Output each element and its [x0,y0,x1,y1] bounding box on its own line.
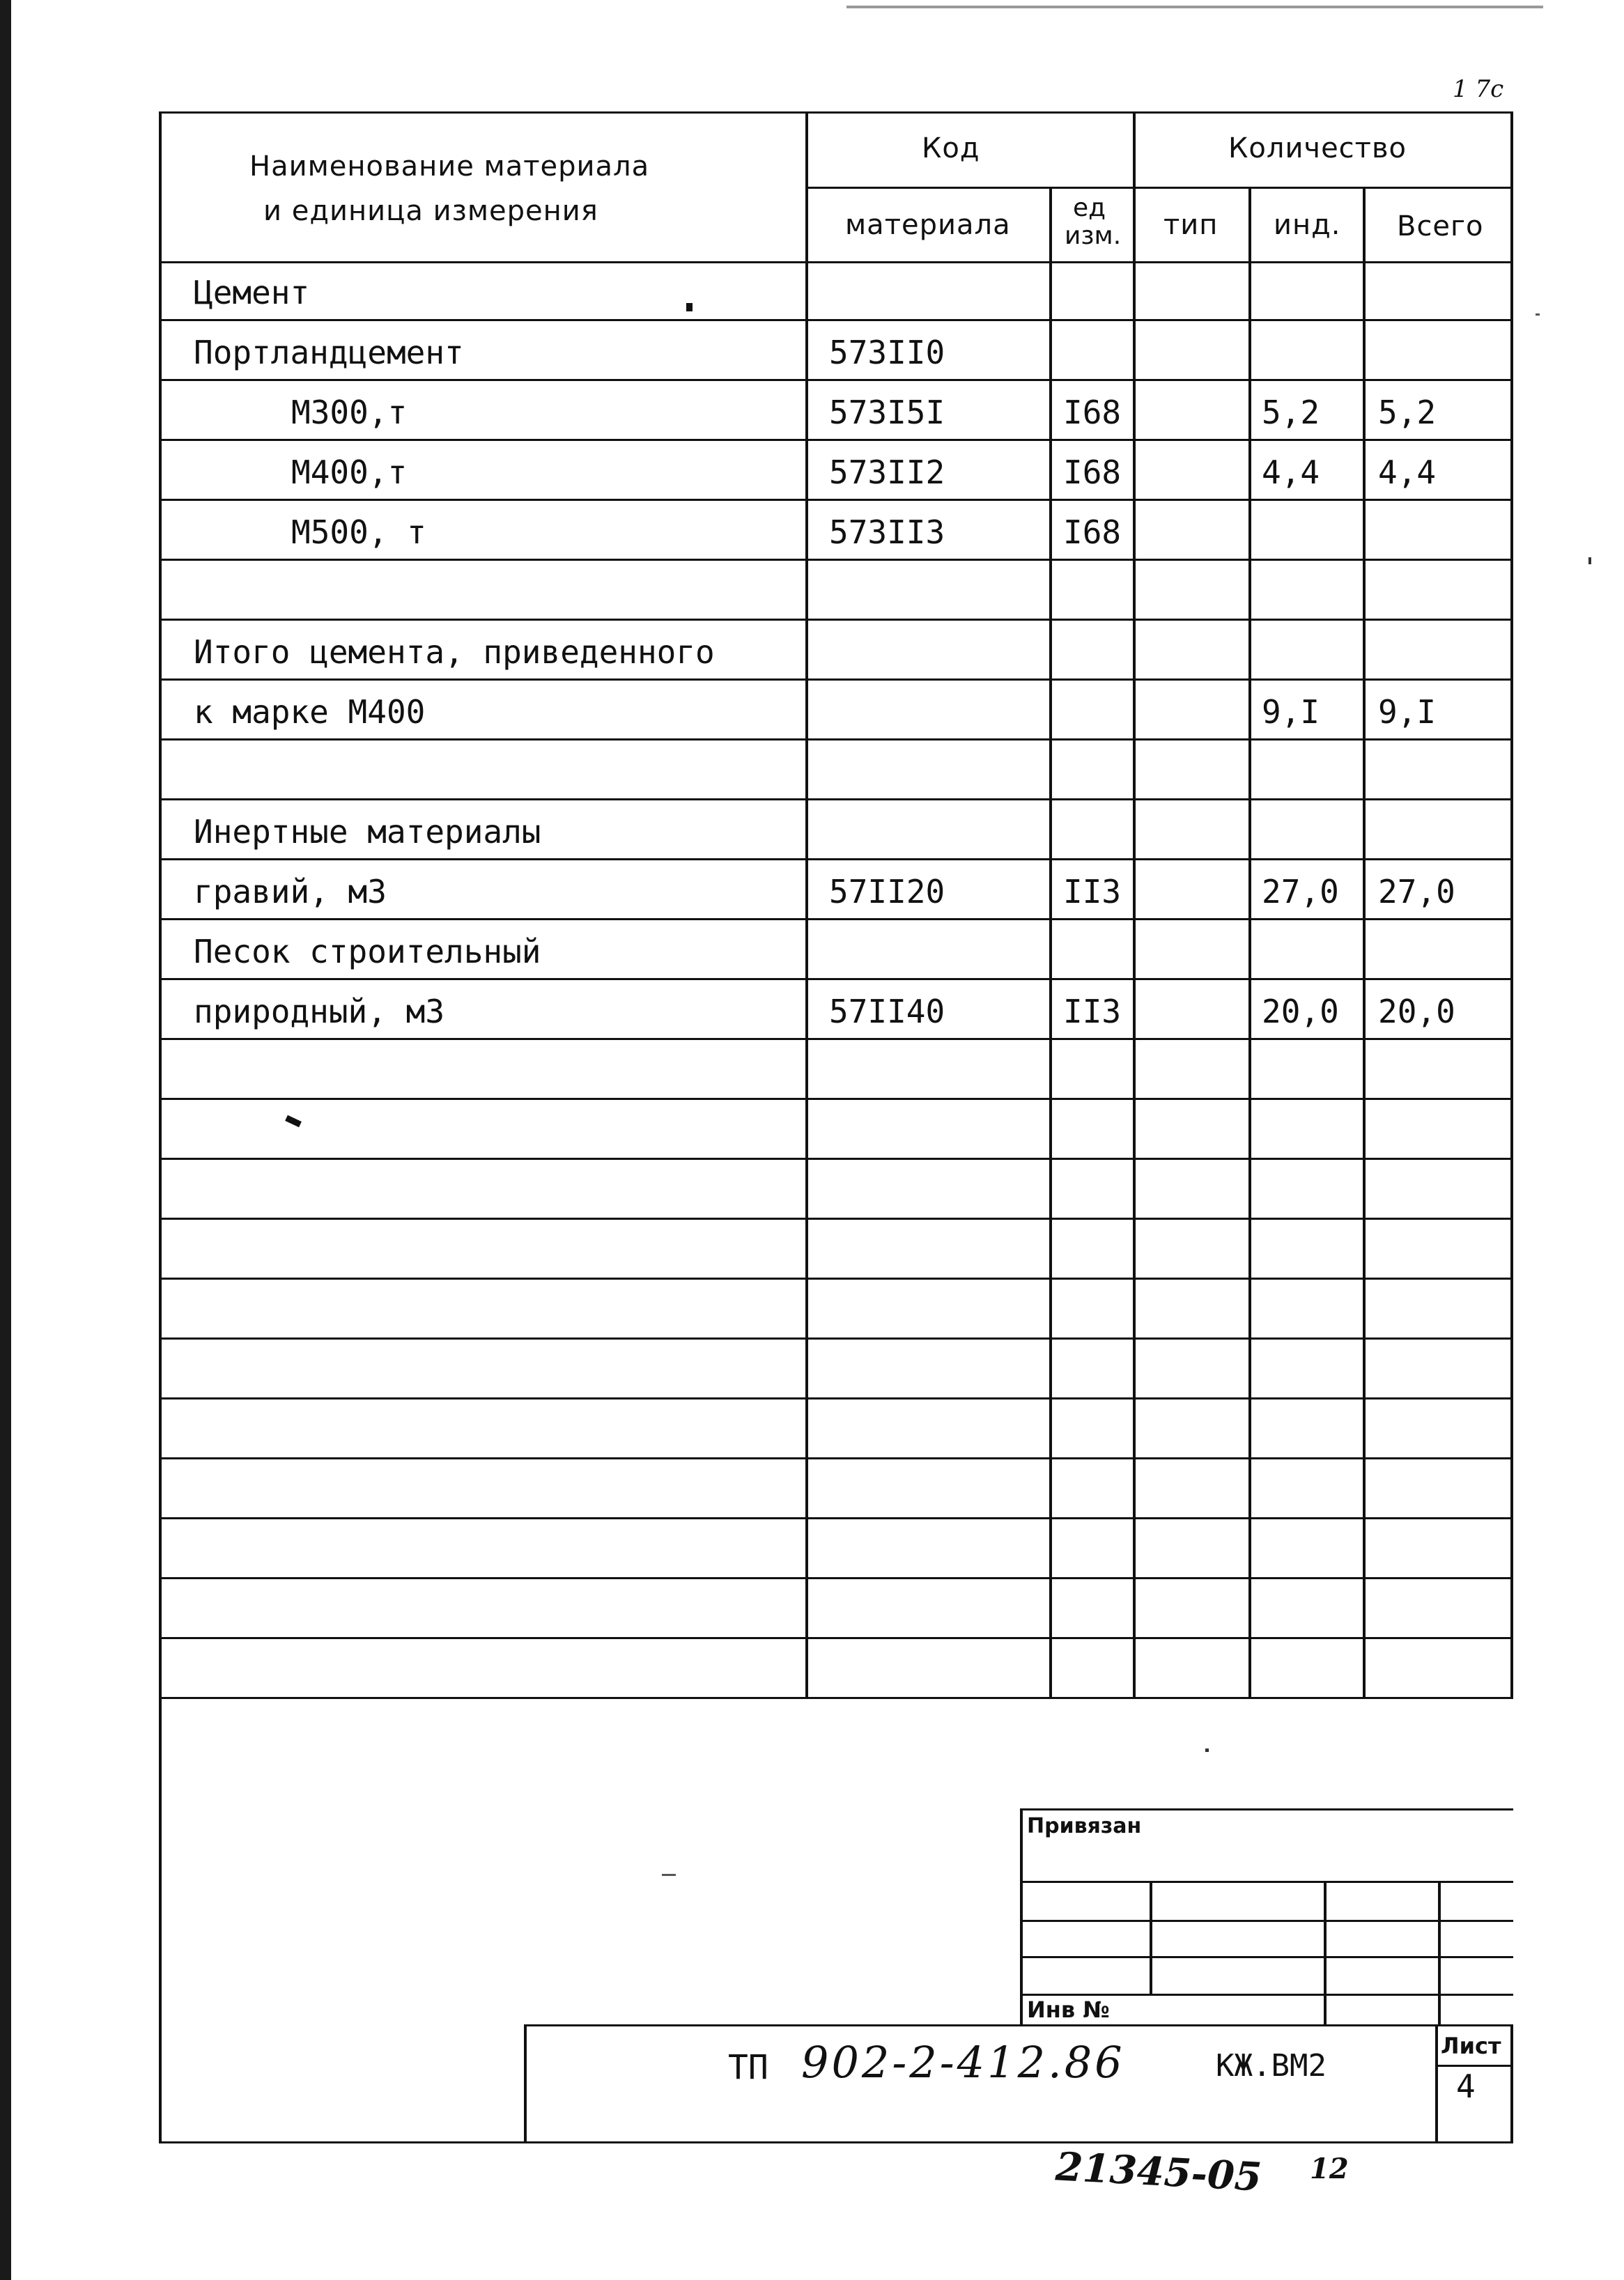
table-row [159,261,1513,321]
stamp-row-line-4 [1020,1994,1513,1996]
table-row [159,800,1513,860]
title-block-left [524,2024,527,2143]
cell-name: Портландцемент [194,334,464,371]
cell-code: 573II3 [829,513,945,551]
header-code-group: Код [922,132,980,164]
table-row [159,561,1513,621]
stamp-inv-no-label: Инв № [1027,1996,1110,2023]
header-name-line2: и единица измерения [263,195,598,227]
stamp-privyazan-left [1020,1808,1023,2024]
header-col-unit-line2: изм. [1065,222,1122,250]
header-col-ind: инд. [1274,209,1341,241]
scan-edge [0,0,11,2280]
cell-unit: I68 [1063,513,1122,551]
form-table [159,111,1513,1698]
scan-speck [662,1874,676,1876]
cell-total: 5,2 [1378,394,1437,431]
cell-name: М500, т [291,513,426,551]
table-row [159,621,1513,681]
table-bottom-line [159,1697,1513,1699]
stamp-privyazan-top [1020,1808,1513,1810]
stamp-col-line-1 [1150,1881,1152,1994]
scan-top-line [846,6,1543,8]
cell-name: М300,т [291,394,408,431]
table-row [159,920,1513,980]
frame-top [159,111,1513,114]
title-block-right [1510,2024,1513,2143]
sheet-number: 4 [1456,2068,1476,2105]
cell-total: 20,0 [1378,993,1455,1030]
cell-total: 9,I [1378,693,1437,731]
cell-unit: I68 [1063,394,1122,431]
cell-name: Итого цемента, приведенного [194,633,715,671]
tp-prefix: ТП [728,2048,768,2087]
sheet-label: Лист [1441,2033,1501,2059]
cell-ind: 4,4 [1262,453,1320,491]
cell-unit: II3 [1063,873,1122,910]
table-row [159,381,1513,441]
sheet-box-mid [1435,2065,1513,2067]
footer-handwritten-number: 21345-05 [1054,2143,1263,2201]
table-row [159,1519,1513,1579]
table-row [159,1340,1513,1399]
cell-code: 57II20 [829,873,945,910]
table-row [159,1100,1513,1160]
table-row [159,681,1513,740]
stamp-row-line-3 [1020,1956,1513,1958]
table-row [159,1160,1513,1220]
sheet-box-left [1435,2024,1438,2143]
table-row [159,321,1513,381]
table-row [159,1040,1513,1100]
cell-name: Цемент [194,274,310,311]
cell-code: 573I5I [829,394,945,431]
stamp-privyazan-label: Привязан [1027,1814,1142,1838]
cell-ind: 20,0 [1262,993,1339,1030]
scan-speck [1588,557,1591,564]
cell-name: природный, м3 [194,993,445,1030]
table-row [159,1220,1513,1280]
title-block-top [524,2024,1513,2026]
table-body [159,261,1513,1698]
cell-ind: 9,I [1262,693,1320,731]
title-block-bottom [159,2141,1513,2143]
table-row [159,1399,1513,1459]
header-col-tip: тип [1163,209,1219,241]
table-row [159,1280,1513,1340]
table-row [159,1639,1513,1699]
footer-mark: 12 [1310,2153,1349,2185]
table-row [159,980,1513,1040]
tp-number: 902-2-412.86 [801,2037,1125,2088]
cell-name: Песок строительный [194,933,541,970]
header-name-line1: Наименование материала [249,150,650,183]
stamp-row-line-2 [1020,1920,1513,1922]
cell-total: 27,0 [1378,873,1455,910]
doc-code: КЖ.ВМ2 [1216,2048,1327,2084]
table-row [159,860,1513,920]
stamp-row-line-1 [1020,1881,1513,1883]
scan-speck [1536,313,1540,316]
corner-mark: 1 7с [1453,75,1504,103]
scan-speck [1205,1748,1209,1752]
table-row [159,501,1513,561]
header-col-material: материала [845,209,1011,241]
table-row [159,441,1513,501]
header-qty-group: Количество [1228,132,1407,164]
table-row [159,1459,1513,1519]
header-col-unit-line1: ед [1073,194,1106,222]
cell-name: М400,т [291,453,408,491]
cell-unit: II3 [1063,993,1122,1030]
stamp-col-line-2 [1324,1881,1327,2024]
cell-ind: 27,0 [1262,873,1339,910]
cell-ind: 5,2 [1262,394,1320,431]
cell-total: 4,4 [1378,453,1437,491]
table-row [159,1579,1513,1639]
cell-name: гравий, м3 [194,873,387,910]
cell-code: 573II0 [829,334,945,371]
header-col-total: Всего [1397,210,1484,242]
cell-name: Инертные материалы [194,813,541,851]
cell-code: 57II40 [829,993,945,1030]
cell-code: 573II2 [829,453,945,491]
cell-name: к марке М400 [194,693,426,731]
scan-speck [686,303,693,311]
table-row [159,740,1513,800]
header-mid-line [805,187,1513,189]
cell-unit: I68 [1063,453,1122,491]
stamp-col-line-3 [1438,1881,1441,2024]
